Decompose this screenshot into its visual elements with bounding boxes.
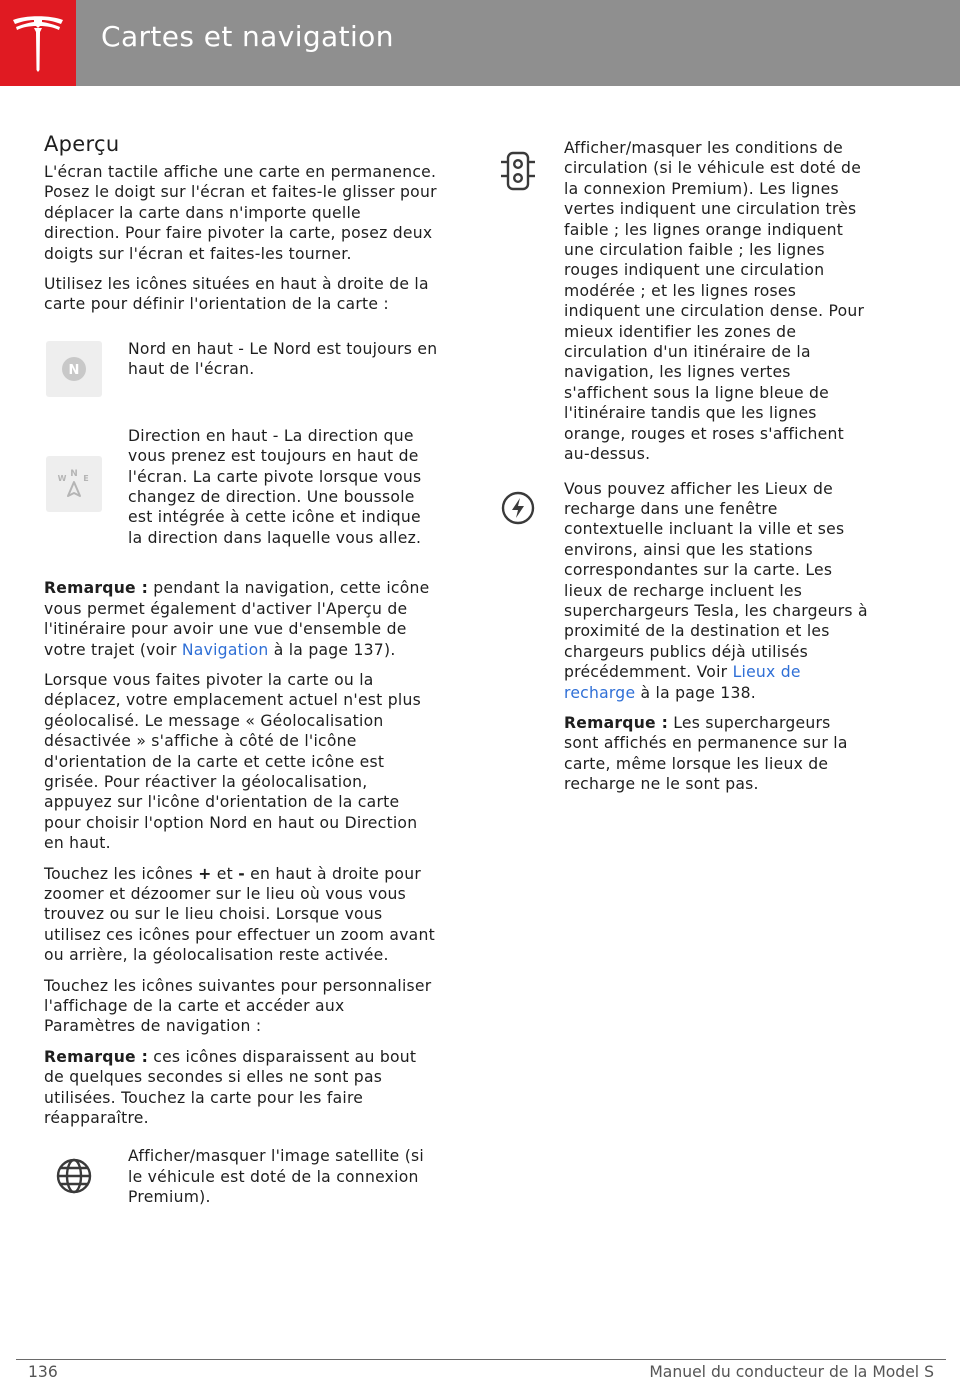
paragraph-customize: Touchez les icônes suivantes pour personnaliser l'affichage de la carte et accéder aux Paramètres de navigation :: [44, 976, 432, 1036]
heading-up-icon: [46, 456, 102, 512]
north-up-text: Nord en haut - Le Nord est toujours en haut de l'écran.: [128, 339, 438, 379]
note-navigation: Remarque : pendant la navigation, cette icône vous permet également d'activer l'Aperçu de l'itinéraire pour avoir une vue d'ensemble de votre trajet (voir Navigation à la page 137).: [44, 579, 430, 659]
north-up-row: [44, 339, 439, 397]
lightning-icon: [501, 491, 535, 525]
heading-up-text: Direction en haut - La direction que vous prenez est toujours en haut de l'écran. La carte pivote lorsque vous changez de direction. Une boussole est intégrée à cette icône et indique la direction dans laquelle vous allez.: [128, 426, 422, 547]
manual-title: Manuel du conducteur de la Model S: [649, 1363, 934, 1381]
navigation-link[interactable]: Navigation: [181, 640, 269, 659]
left-column: [44, 132, 439, 1208]
traffic-row: [500, 138, 870, 465]
paragraph-geolocation: Lorsque vous faites pivoter la carte ou la déplacez, votre emplacement actuel n'est plus géolocalisé. Le message « Géolocalisation désactivée » s'affiche à côté de l'icône d'orientation de la carte et cette icône est grisée. Pour réactiver la géolocalisation, appuyez sur l'icône d'orientation de la carte pour choisir l'option Nord en haut ou Direction en haut.: [44, 670, 421, 853]
svg-text:N: N: [70, 468, 78, 479]
footer-divider: [16, 1359, 946, 1360]
paragraph-zoom: Touchez les icônes + et - en haut à droite pour zoomer et dézoomer sur le lieu où vous vous trouvez ou sur le lieu choisi. Lorsque vous utilisez ces icônes pour effectuer un zoom avant ou arrière, la géolocalisation reste activée.: [44, 864, 435, 965]
heading-up-row: [44, 426, 439, 548]
section-heading: Aperçu: [44, 132, 120, 156]
satellite-row: [44, 1146, 439, 1207]
charging-locations-link[interactable]: Lieux de recharge: [564, 663, 801, 702]
right-column: [500, 138, 870, 805]
charging-row: [500, 479, 870, 703]
note-disappear: Remarque : ces icônes disparaissent au bout de quelques secondes si elles ne sont pas utilisées. Touchez la carte pour les faire réapparaître.: [44, 1047, 417, 1128]
globe-icon: [54, 1156, 94, 1196]
traffic-light-icon: [500, 150, 536, 192]
paragraph-intro: L'écran tactile affiche une carte en permanence. Posez le doigt sur l'écran et faites-le glisser pour déplacer la carte dans n'importe quelle direction. Pour faire pivoter la carte, posez deux doigts sur l'écran et faites-les tourner.: [44, 163, 437, 263]
svg-text:N: N: [68, 362, 80, 378]
page-number: 136: [28, 1363, 58, 1381]
traffic-text: Afficher/masquer les conditions de circulation (si le véhicule est doté de la connexion Premium). Les lignes vertes indiquent une circulation très faible ; les lignes orange indiquent une circulation faible ; les lignes rouges indiquent une circulation modérée ; et les lignes roses indiquent une circulation dense. Pour mieux identifier les zones de circulation d'un itinéraire de la navigation, les lignes vertes s'affichent sous la ligne bleue de l'itinéraire tandis que les lignes orange, rouges et roses s'affichent au-dessus.: [564, 139, 865, 464]
satellite-text: Afficher/masquer l'image satellite (si le véhicule est doté de la connexion Premium).: [128, 1147, 424, 1207]
svg-text:W: W: [57, 473, 67, 483]
page-title: Cartes et navigation: [101, 20, 394, 53]
page-header: [0, 0, 960, 86]
north-up-icon: [46, 341, 102, 397]
tesla-logo-icon: [0, 0, 76, 86]
paragraph-orientation: Utilisez les icônes situées en haut à droite de la carte pour définir l'orientation de la carte :: [44, 275, 429, 314]
note-superchargers: Remarque : Les superchargeurs sont affichés en permanence sur la carte, même lorsque les lieux de recharge ne le sont pas.: [564, 713, 848, 794]
svg-text:E: E: [83, 473, 89, 483]
charging-text: Vous pouvez afficher les Lieux de recharge dans une fenêtre contextuelle incluant la ville et ses environs, ainsi que les stations correspondantes sur la carte. Les lieux de recharge incluent les superchargeurs Tesla, les chargeurs à proximité de la destination et les chargeurs publics déjà utilisés précédemment. Voir Lieux de recharge à la page 138.: [564, 479, 868, 702]
